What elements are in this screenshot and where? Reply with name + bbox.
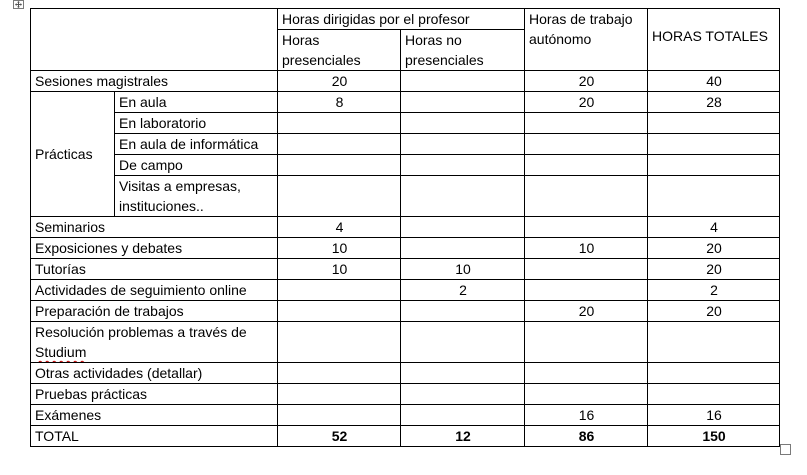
cell-autonomo <box>525 134 648 155</box>
cell-no-presenciales <box>401 71 525 92</box>
cell-presenciales <box>278 363 401 384</box>
cell-presenciales: 4 <box>278 217 401 238</box>
cell-presenciales: 8 <box>278 92 401 113</box>
cell-presenciales: 10 <box>278 238 401 259</box>
cell-autonomo: 20 <box>525 92 648 113</box>
cell-autonomo: 16 <box>525 405 648 426</box>
cell-total: 40 <box>648 71 780 92</box>
row-label: Exposiciones y debates <box>31 238 278 259</box>
cell-no-presenciales <box>401 176 525 217</box>
row-label: Visitas a empresas, instituciones.. <box>115 176 278 217</box>
table-row <box>31 301 780 322</box>
cell-presenciales <box>278 322 401 363</box>
cell-presenciales <box>278 280 401 301</box>
cell-total <box>648 384 780 405</box>
cell-total: 16 <box>648 405 780 426</box>
cell-no-presenciales <box>401 301 525 322</box>
total-label: TOTAL <box>31 426 278 447</box>
cell-presenciales <box>278 405 401 426</box>
row-label: Actividades de seguimiento online <box>31 280 278 301</box>
cell-no-presenciales <box>401 113 525 134</box>
row-label: Otras actividades (detallar) <box>31 363 278 384</box>
cell-total <box>648 322 780 363</box>
cell-total: 4 <box>648 217 780 238</box>
table-row <box>31 405 780 426</box>
cell-no-presenciales <box>401 384 525 405</box>
row-label: En aula <box>115 92 278 113</box>
cell-total <box>648 134 780 155</box>
cell-autonomo <box>525 176 648 217</box>
row-label-line-1: Resolución problemas a través de <box>35 324 247 340</box>
header-no-presenciales: Horas no presenciales <box>401 30 525 71</box>
cell-no-presenciales: 2 <box>401 280 525 301</box>
cell-autonomo <box>525 217 648 238</box>
row-label-line-2: Studium <box>35 344 87 360</box>
cell-no-presenciales <box>401 155 525 176</box>
cell-presenciales <box>278 384 401 405</box>
row-label <box>31 322 278 363</box>
table-row <box>31 155 780 176</box>
cell-autonomo <box>525 113 648 134</box>
total-autonomo: 86 <box>525 426 648 447</box>
table-row <box>31 384 780 405</box>
cell-total: 20 <box>648 238 780 259</box>
table-row <box>31 134 780 155</box>
cell-total: 20 <box>648 259 780 280</box>
total-presenciales: 52 <box>278 426 401 447</box>
row-label: En laboratorio <box>115 113 278 134</box>
cell-autonomo <box>525 363 648 384</box>
table-move-handle[interactable] <box>13 0 24 9</box>
table-row <box>31 238 780 259</box>
cell-presenciales <box>278 301 401 322</box>
header-blank-cell <box>31 9 278 71</box>
cell-no-presenciales <box>401 134 525 155</box>
table-row <box>31 322 780 363</box>
practicas-group-label: Prácticas <box>31 92 115 217</box>
row-label: Seminarios <box>31 217 278 238</box>
header-dirigidas: Horas dirigidas por el profesor <box>278 9 525 30</box>
cell-total <box>648 363 780 384</box>
cell-total <box>648 155 780 176</box>
total-total: 150 <box>648 426 780 447</box>
cell-presenciales: 10 <box>278 259 401 280</box>
cell-presenciales <box>278 176 401 217</box>
row-label: Preparación de trabajos <box>31 301 278 322</box>
header-totales: HORAS TOTALES <box>648 9 780 71</box>
cell-total: 28 <box>648 92 780 113</box>
cell-total <box>648 176 780 217</box>
cell-no-presenciales: 10 <box>401 259 525 280</box>
cell-no-presenciales <box>401 238 525 259</box>
row-label: Tutorías <box>31 259 278 280</box>
cell-no-presenciales <box>401 405 525 426</box>
cell-presenciales <box>278 155 401 176</box>
table-row <box>31 280 780 301</box>
cell-presenciales: 20 <box>278 71 401 92</box>
table-row <box>31 92 780 113</box>
cell-autonomo: 10 <box>525 238 648 259</box>
cell-autonomo: 20 <box>525 71 648 92</box>
move-arrows-icon <box>14 1 23 8</box>
row-label: De campo <box>115 155 278 176</box>
row-label: En aula de informática <box>115 134 278 155</box>
total-no-presenciales: 12 <box>401 426 525 447</box>
header-row-1 <box>31 9 780 30</box>
header-autonomo: Horas de trabajo autónomo <box>525 9 648 71</box>
cell-no-presenciales <box>401 217 525 238</box>
cell-autonomo <box>525 259 648 280</box>
header-presenciales: Horas presenciales <box>278 30 401 71</box>
table-row <box>31 176 780 217</box>
cell-total: 20 <box>648 301 780 322</box>
hours-table <box>30 8 780 447</box>
cell-autonomo <box>525 280 648 301</box>
table-row <box>31 259 780 280</box>
cell-autonomo <box>525 322 648 363</box>
table-row <box>31 217 780 238</box>
cell-autonomo <box>525 155 648 176</box>
cell-no-presenciales <box>401 92 525 113</box>
cell-presenciales <box>278 113 401 134</box>
row-label: Sesiones magistrales <box>31 71 278 92</box>
cell-autonomo: 20 <box>525 301 648 322</box>
cell-total: 2 <box>648 280 780 301</box>
table-row <box>31 113 780 134</box>
cell-presenciales <box>278 134 401 155</box>
cell-no-presenciales <box>401 363 525 384</box>
row-label: Exámenes <box>31 405 278 426</box>
row-label: Pruebas prácticas <box>31 384 278 405</box>
table-row <box>31 71 780 92</box>
total-row <box>31 426 780 447</box>
table-resize-handle[interactable] <box>780 444 791 455</box>
table-row <box>31 363 780 384</box>
cell-no-presenciales <box>401 322 525 363</box>
cell-total <box>648 113 780 134</box>
cell-autonomo <box>525 384 648 405</box>
